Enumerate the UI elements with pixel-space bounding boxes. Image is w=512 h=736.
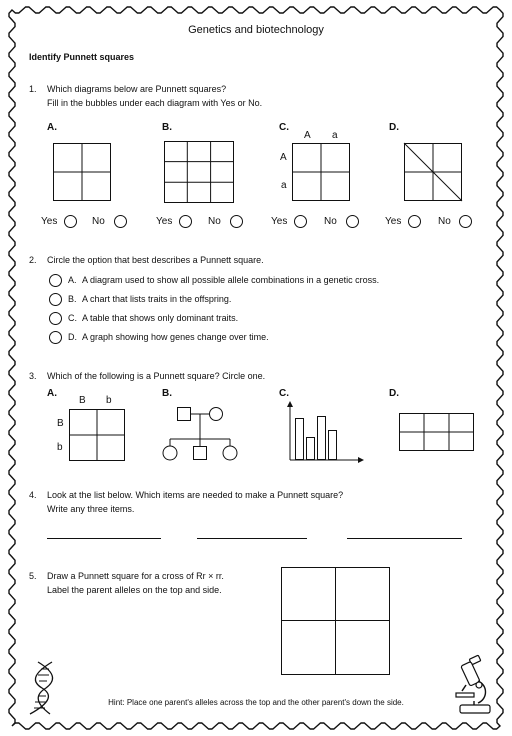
q2-option-a-text: A diagram used to show all possible allele combinations in a genetic cross. <box>82 275 380 285</box>
q4-answer-line-3[interactable] <box>347 538 462 539</box>
q3-a-top-allele-1: B <box>79 395 86 406</box>
q3-a-top-allele-2: b <box>106 395 112 406</box>
q2-option-d-text: A graph showing how genes change over time. <box>82 332 269 342</box>
q4-instruction: Write any three items. <box>47 504 135 514</box>
page-title: Genetics and biotechnology <box>188 24 324 36</box>
q1-c-no-bubble[interactable] <box>346 215 359 228</box>
q1-diagram-a <box>53 143 111 201</box>
q2-option-d-bubble[interactable] <box>49 331 62 344</box>
q2-option-c-letter: C. <box>68 313 77 323</box>
q3-diagram-d-label: D. <box>389 388 399 399</box>
q3-a-side-allele-1: B <box>57 418 64 429</box>
q2-option-c-text: A table that shows only dominant traits. <box>82 313 239 323</box>
q1-number: 1. <box>29 84 37 94</box>
q1-diagram-b <box>164 141 234 203</box>
q3-diagram-a-label: A. <box>47 388 57 399</box>
q1-a-yes-label: Yes <box>41 216 58 227</box>
q1-diagram-d <box>404 143 462 201</box>
q5-drawing-area[interactable] <box>281 567 390 675</box>
q3-diagram-c-bar-graph <box>280 400 365 466</box>
q3-diagram-a <box>69 409 125 461</box>
q1-d-no-bubble[interactable] <box>459 215 472 228</box>
q4-question: Look at the list below. Which items are needed to make a Punnett square? <box>47 490 344 500</box>
q1-instruction: Fill in the bubbles under each diagram with Yes or No. <box>47 98 263 108</box>
q3-diagram-b-label: B. <box>162 388 172 399</box>
q1-b-yes-bubble[interactable] <box>179 215 192 228</box>
q1-c-yes-bubble[interactable] <box>294 215 307 228</box>
q2-option-d-letter: D. <box>68 332 77 342</box>
q2-option-a-letter: A. <box>68 275 77 285</box>
section-title: Identify Punnett squares <box>29 52 135 62</box>
q4-answer-line-1[interactable] <box>47 538 161 539</box>
q2-option-a-bubble[interactable] <box>49 274 62 287</box>
q3-diagram-b-pedigree <box>160 400 240 464</box>
q1-diagram-c-label: C. <box>279 122 289 133</box>
q1-a-no-label: No <box>92 216 105 227</box>
q1-c-side-allele-2: a <box>281 180 287 191</box>
hint-text: Hint: Place one parent's alleles across the top and the other parent's down the side. <box>108 698 404 707</box>
q1-d-yes-label: Yes <box>385 216 402 227</box>
q4-number: 4. <box>29 490 37 500</box>
q1-diagram-d-label: D. <box>389 122 399 133</box>
q1-diagram-b-label: B. <box>162 122 172 133</box>
q5-number: 5. <box>29 571 37 581</box>
q1-a-yes-bubble[interactable] <box>64 215 77 228</box>
q4-answer-line-2[interactable] <box>197 538 307 539</box>
q3-diagram-d-table <box>399 413 474 451</box>
q3-question: Which of the following is a Punnett square? Circle one. <box>47 371 266 381</box>
q1-d-yes-bubble[interactable] <box>408 215 421 228</box>
q1-diagram-c <box>292 143 350 201</box>
q1-c-top-allele-2: a <box>332 130 338 141</box>
q1-c-top-allele-1: A <box>304 130 311 141</box>
q1-c-no-label: No <box>324 216 337 227</box>
q1-question: Which diagrams below are Punnett squares? <box>47 84 227 94</box>
q1-a-no-bubble[interactable] <box>114 215 127 228</box>
q3-number: 3. <box>29 371 37 381</box>
q1-b-no-label: No <box>208 216 221 227</box>
q2-option-c-bubble[interactable] <box>49 312 62 325</box>
q1-c-yes-label: Yes <box>271 216 288 227</box>
q5-question: Draw a Punnett square for a cross of Rr × rr. <box>47 571 224 581</box>
q2-option-b-letter: B. <box>68 294 77 304</box>
q1-c-side-allele-1: A <box>280 152 287 163</box>
q1-b-no-bubble[interactable] <box>230 215 243 228</box>
q3-a-side-allele-2: b <box>57 442 63 453</box>
q2-option-b-text: A chart that lists traits in the offspring. <box>82 294 232 304</box>
q2-number: 2. <box>29 255 37 265</box>
q2-option-b-bubble[interactable] <box>49 293 62 306</box>
q5-instruction: Label the parent alleles on the top and side. <box>47 585 222 595</box>
q3-diagram-c-label: C. <box>279 388 289 399</box>
q1-diagram-a-label: A. <box>47 122 57 133</box>
q1-b-yes-label: Yes <box>156 216 173 227</box>
q2-question: Circle the option that best describes a Punnett square. <box>47 255 264 265</box>
q1-d-no-label: No <box>438 216 451 227</box>
